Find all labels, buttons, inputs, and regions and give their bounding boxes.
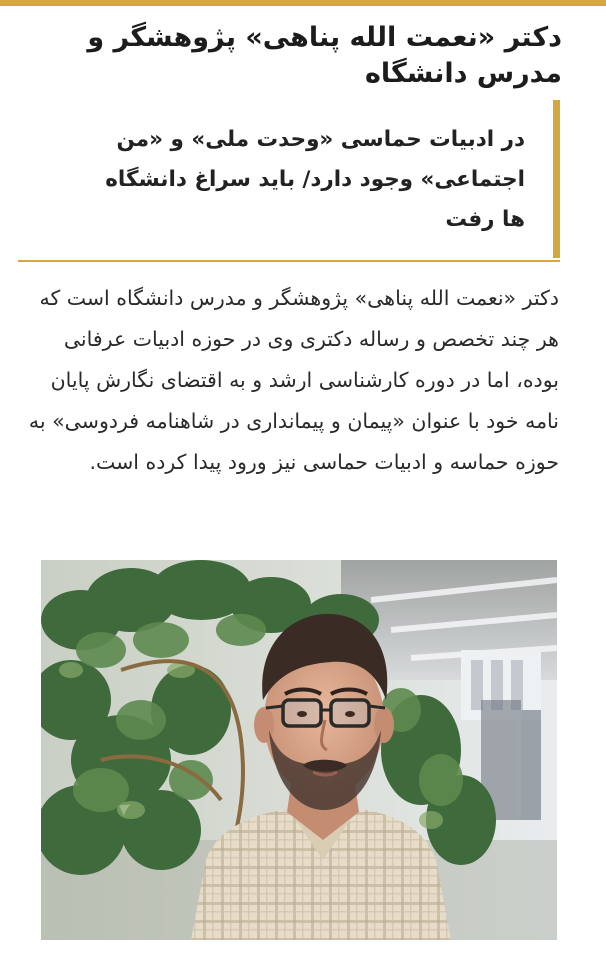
article-body-paragraph: دکتر «نعمت الله پناهی» پژوهشگر و مدرس دانشگاه است که هر چند تخصص و رساله دکتری وی در حوزه ادبیات عرفانی بوده، اما در دوره کارشناسی ارشد و به اقتضای نگارش پایان نامه خود با عنوان «پیمان و پیمانداری در شاهنامه فردوسی» به حوزه حماسه و ادبیات حماسی نیز ورود پیدا کرده است. [28,286,559,474]
section-divider [18,260,560,262]
article-lead-text: در ادبیات حماسی «وحدت ملی» و «من اجتماعی» وجود دارد/ باید سراغ دانشگاه ها رفت [105,127,525,232]
article-headline: دکتر «نعمت الله پناهی» پژوهشگر و مدرس دانشگاه [87,22,562,89]
article-photo[interactable] [41,560,557,940]
article-lead-quote [90,100,560,258]
portrait-image [41,560,557,940]
top-accent-bar [0,0,606,6]
